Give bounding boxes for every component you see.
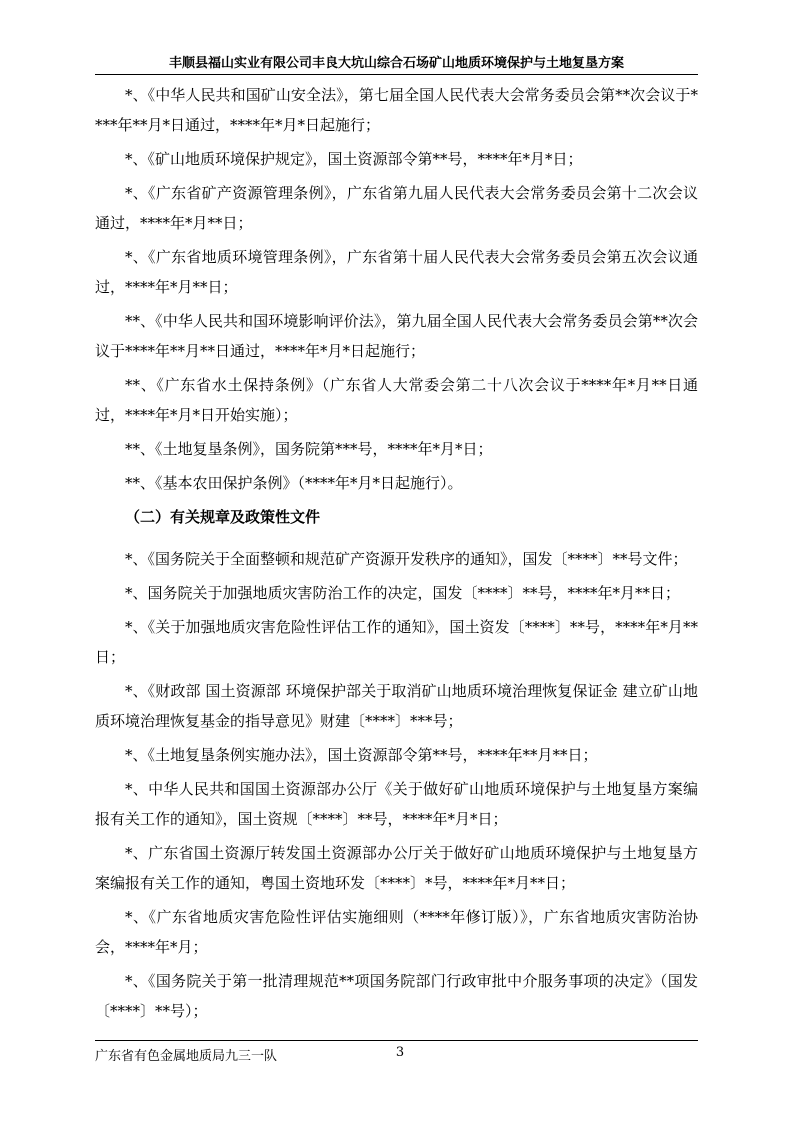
document-body <box>95 80 698 1030</box>
law-item: **、《中华人民共和国环境影响评价法》，第九届全国人民代表大会常务委员会第**次会议于****年**月**日通过，****年*月*日起施行； <box>95 312 698 360</box>
policy-item: *、《国务院关于全面整顿和规范矿产资源开发秩序的通知》，国发〔****〕**号文件； <box>125 550 688 568</box>
header-divider <box>95 74 698 75</box>
policy-item: *、《国务院关于第一批清理规范**项国务院部门行政审批中介服务事项的决定》（国发〔****〕**号）； <box>95 972 698 1020</box>
policy-item: *、《关于加强地质灾害危险性评估工作的通知》，国土资发〔****〕**号，****年*月**日； <box>95 618 698 666</box>
policy-item: *、《土地复垦条例实施办法》，国土资源部令第**号，****年**月**日； <box>125 746 598 764</box>
section-heading: （二）有关规章及政策性文件 <box>125 508 321 526</box>
policy-item: *、《广东省地质灾害危险性评估实施细则（****年修订版）》，广东省地质灾害防治协会，****年*月； <box>95 908 698 956</box>
law-item: **、《广东省水土保持条例》（广东省人大常委会第二十八次会议于****年*月**日通过，****年*月*日开始实施）； <box>95 376 698 424</box>
footer-organization: 广东省有色金属地质局九三一队 <box>95 1049 278 1064</box>
law-item: *、《广东省矿产资源管理条例》，广东省第九届人民代表大会常务委员会第十二次会议通过，****年*月**日； <box>95 184 698 232</box>
law-item: *、《矿山地质环境保护规定》，国土资源部令第**号，****年*月*日； <box>125 150 583 168</box>
footer-divider <box>95 1040 698 1041</box>
page-header: 丰顺县福山实业有限公司丰良大坑山综合石场矿山地质环境保护与土地复垦方案 <box>168 56 624 71</box>
law-item: **、《基本农田保护条例》（****年*月*日起施行）。 <box>125 474 463 492</box>
policy-item: *、广东省国土资源厅转发国土资源部办公厅关于做好矿山地质环境保护与土地复垦方案编报有关工作的通知，粤国土资地环发〔****〕*号，****年*月**日； <box>95 844 698 892</box>
policy-item: *、中华人民共和国国土资源部办公厅《关于做好矿山地质环境保护与土地复垦方案编报有关工作的通知》，国土资规〔****〕**号，****年*月*日； <box>95 780 698 828</box>
policy-item: *、国务院关于加强地质灾害防治工作的决定，国发〔****〕**号，****年*月**日； <box>125 584 681 602</box>
law-item: *、《中华人民共和国矿山安全法》，第七届全国人民代表大会常务委员会第**次会议于****年**月*日通过，****年*月*日起施行； <box>95 86 698 134</box>
page-number: 3 <box>395 1045 405 1060</box>
law-item: **、《土地复垦条例》，国务院第***号，****年*月*日； <box>125 440 493 458</box>
policy-item: *、《财政部 国土资源部 环境保护部关于取消矿山地质环境治理恢复保证金 建立矿山地质环境治理恢复基金的指导意见》财建〔****〕***号； <box>95 682 698 730</box>
law-item: *、《广东省地质环境管理条例》，广东省第十届人民代表大会常务委员会第五次会议通过，****年*月**日； <box>95 248 698 296</box>
